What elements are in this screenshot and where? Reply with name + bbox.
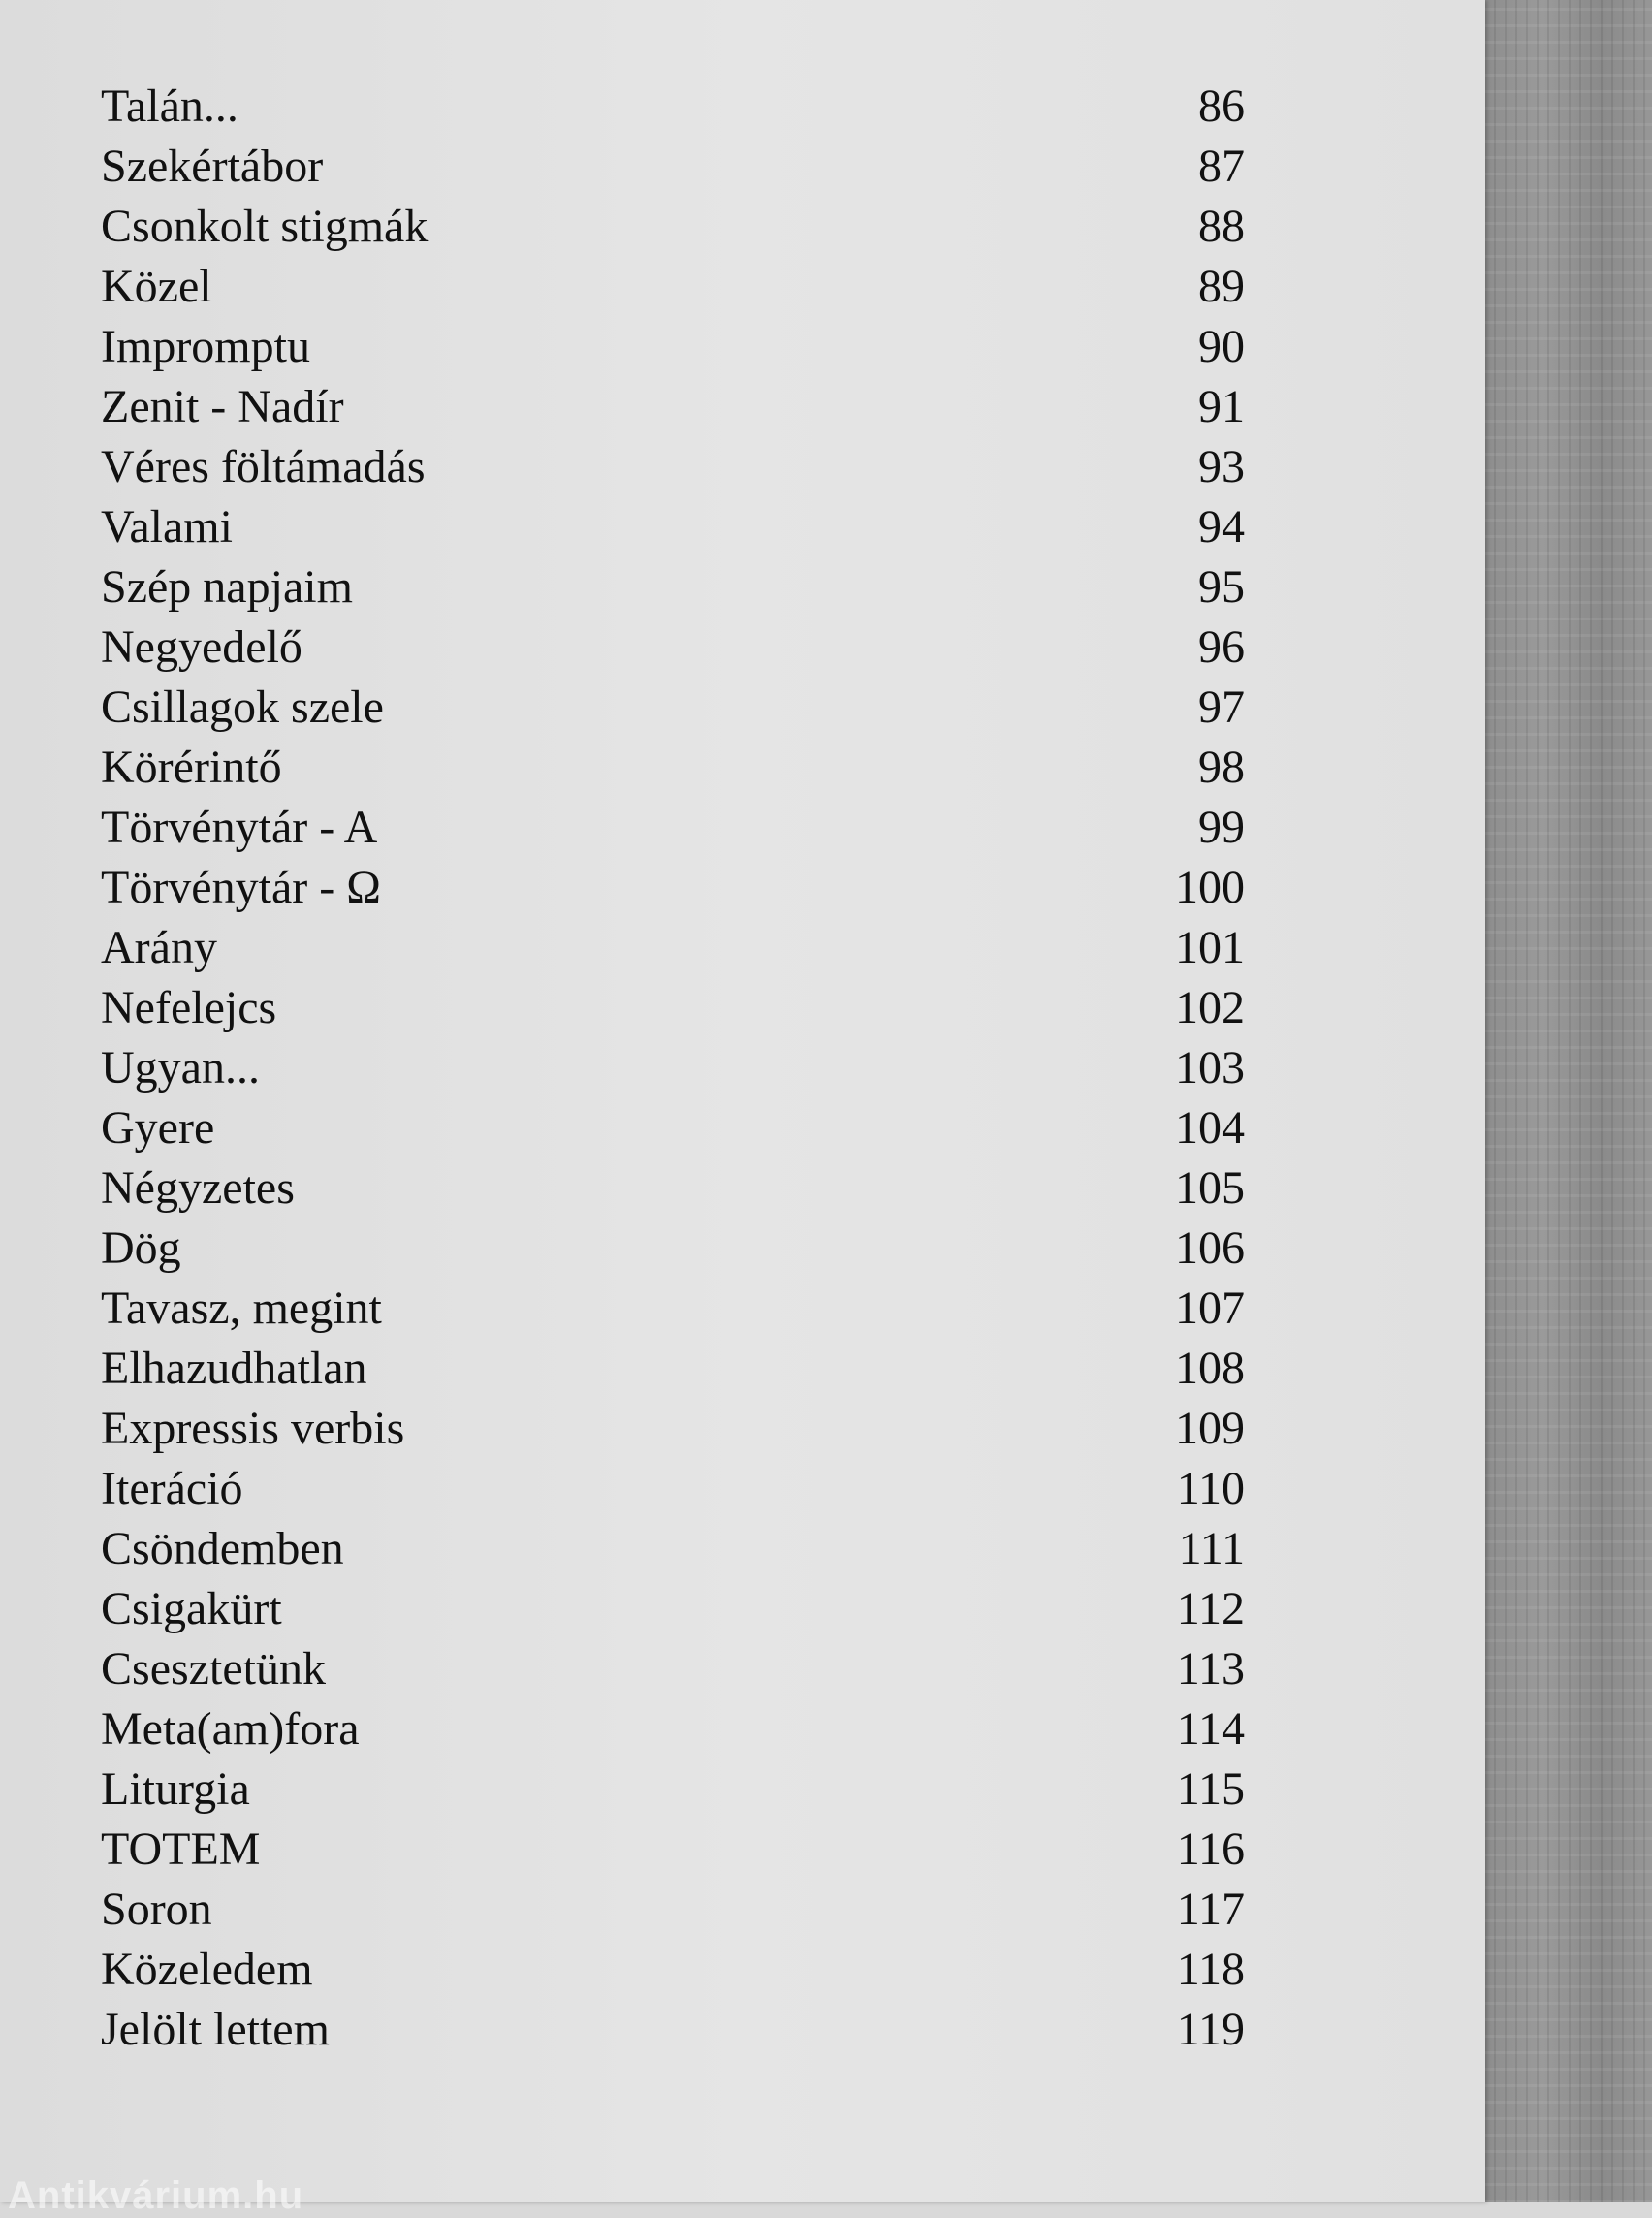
toc-entry-title: Expressis verbis (101, 1403, 405, 1454)
toc-entry-title: Törvénytár - A (101, 802, 378, 853)
toc-entry-title: Jelölt lettem (101, 2004, 330, 2055)
toc-entry (101, 1459, 1245, 1519)
toc-entry-title: Ugyan... (101, 1042, 260, 1093)
toc-entry-title: Szekértábor (101, 141, 324, 192)
toc-entry-page: 117 (1176, 1884, 1245, 1935)
toc-entry-page: 94 (1198, 501, 1245, 553)
toc-entry (101, 618, 1245, 678)
toc-entry (101, 1699, 1245, 1759)
toc-entry-title: Nefelejcs (101, 982, 277, 1033)
toc-entry-page: 115 (1176, 1763, 1245, 1815)
toc-entry-page: 97 (1198, 681, 1245, 733)
toc-entry-title: Csesztetünk (101, 1643, 326, 1695)
toc-entry-page: 87 (1198, 141, 1245, 192)
toc-entry-title: TOTEM (101, 1823, 261, 1875)
toc-entry-title: Törvénytár - Ω (101, 862, 381, 913)
toc-entry-title: Közeledem (101, 1944, 313, 1995)
toc-entry-title: Liturgia (101, 1763, 250, 1815)
toc-entry-title: Impromptu (101, 321, 310, 372)
toc-entry (101, 798, 1245, 858)
toc-entry-title: Négyzetes (101, 1162, 295, 1214)
toc-entry-page: 96 (1198, 621, 1245, 673)
toc-entry-title: Véres föltámadás (101, 441, 426, 492)
toc-entry-title: Körérintő (101, 742, 282, 793)
toc-entry (101, 918, 1245, 978)
toc-entry-title: Valami (101, 501, 233, 553)
toc-entry (101, 1399, 1245, 1459)
toc-entry-title: Soron (101, 1884, 212, 1935)
toc-entry-page: 93 (1198, 441, 1245, 492)
toc-entry-page: 100 (1175, 862, 1245, 913)
toc-entry-page: 104 (1175, 1102, 1245, 1154)
toc-entry (101, 1519, 1245, 1579)
toc-entry (101, 1158, 1245, 1219)
toc-entry-title: Negyedelő (101, 621, 302, 673)
toc-entry-page: 106 (1175, 1222, 1245, 1274)
toc-entry-page: 95 (1198, 561, 1245, 613)
toc-entry (101, 437, 1245, 497)
watermark: Antikvárium.hu (8, 2174, 304, 2217)
toc-entry-page: 86 (1198, 80, 1245, 132)
toc-entry (101, 678, 1245, 738)
toc-entry (101, 1579, 1245, 1639)
toc-entry (101, 1038, 1245, 1098)
toc-entry-title: Szép napjaim (101, 561, 353, 613)
toc-entry-page: 89 (1198, 261, 1245, 312)
toc-entry (101, 1219, 1245, 1279)
toc-entry (101, 1759, 1245, 1820)
toc-entry (101, 557, 1245, 618)
toc-entry-page: 118 (1176, 1944, 1245, 1995)
toc-entry-title: Tavasz, megint (101, 1283, 382, 1334)
toc-entry-title: Csöndemben (101, 1523, 344, 1574)
toc-entry (101, 1279, 1245, 1339)
toc-entry-page: 110 (1176, 1463, 1245, 1514)
toc-entry (101, 858, 1245, 918)
toc-entry-page: 98 (1198, 742, 1245, 793)
toc-entry-page: 113 (1176, 1643, 1245, 1695)
toc-entry-page: 109 (1175, 1403, 1245, 1454)
toc-entry (101, 77, 1245, 137)
toc-entry (101, 1339, 1245, 1399)
toc-entry-title: Dög (101, 1222, 181, 1274)
toc-entry-page: 88 (1198, 201, 1245, 252)
toc-entry (101, 377, 1245, 437)
toc-entry-title: Arány (101, 922, 217, 973)
toc-entry (101, 978, 1245, 1038)
toc-entry-title: Zenit - Nadír (101, 381, 344, 432)
toc-entry-page: 112 (1176, 1583, 1245, 1634)
toc-entry-page: 114 (1176, 1703, 1245, 1755)
toc-entry-page: 105 (1175, 1162, 1245, 1214)
toc-entry-title: Talán... (101, 80, 238, 132)
toc-entry-title: Csillagok szele (101, 681, 384, 733)
toc-entry (101, 137, 1245, 197)
toc-entry (101, 1880, 1245, 1940)
toc-entry (101, 497, 1245, 557)
toc-entry-title: Gyere (101, 1102, 215, 1154)
toc-entry (101, 257, 1245, 317)
toc-entry-page: 119 (1176, 2004, 1245, 2055)
toc-entry (101, 738, 1245, 798)
desk-background (1483, 0, 1652, 2202)
toc-entry (101, 317, 1245, 377)
toc-entry (101, 1639, 1245, 1699)
toc-entry (101, 1940, 1245, 2000)
toc-entry (101, 1098, 1245, 1158)
toc-entry-page: 91 (1198, 381, 1245, 432)
toc-entry-page: 111 (1178, 1523, 1245, 1574)
toc-entry-page: 107 (1175, 1283, 1245, 1334)
toc-entry-page: 102 (1175, 982, 1245, 1033)
toc-entry (101, 1820, 1245, 1880)
toc-entry-page: 99 (1198, 802, 1245, 853)
table-of-contents (101, 77, 1245, 2060)
toc-entry-page: 108 (1175, 1343, 1245, 1394)
toc-entry-title: Iteráció (101, 1463, 243, 1514)
toc-entry (101, 2000, 1245, 2060)
toc-entry-title: Meta(am)fora (101, 1703, 360, 1755)
toc-entry (101, 197, 1245, 257)
toc-entry-title: Elhazudhatlan (101, 1343, 367, 1394)
toc-entry-page: 103 (1175, 1042, 1245, 1093)
toc-entry-page: 101 (1175, 922, 1245, 973)
toc-entry-page: 116 (1176, 1823, 1245, 1875)
toc-entry-page: 90 (1198, 321, 1245, 372)
toc-entry-title: Közel (101, 261, 212, 312)
toc-entry-title: Csigakürt (101, 1583, 282, 1634)
toc-entry-title: Csonkolt stigmák (101, 201, 429, 252)
